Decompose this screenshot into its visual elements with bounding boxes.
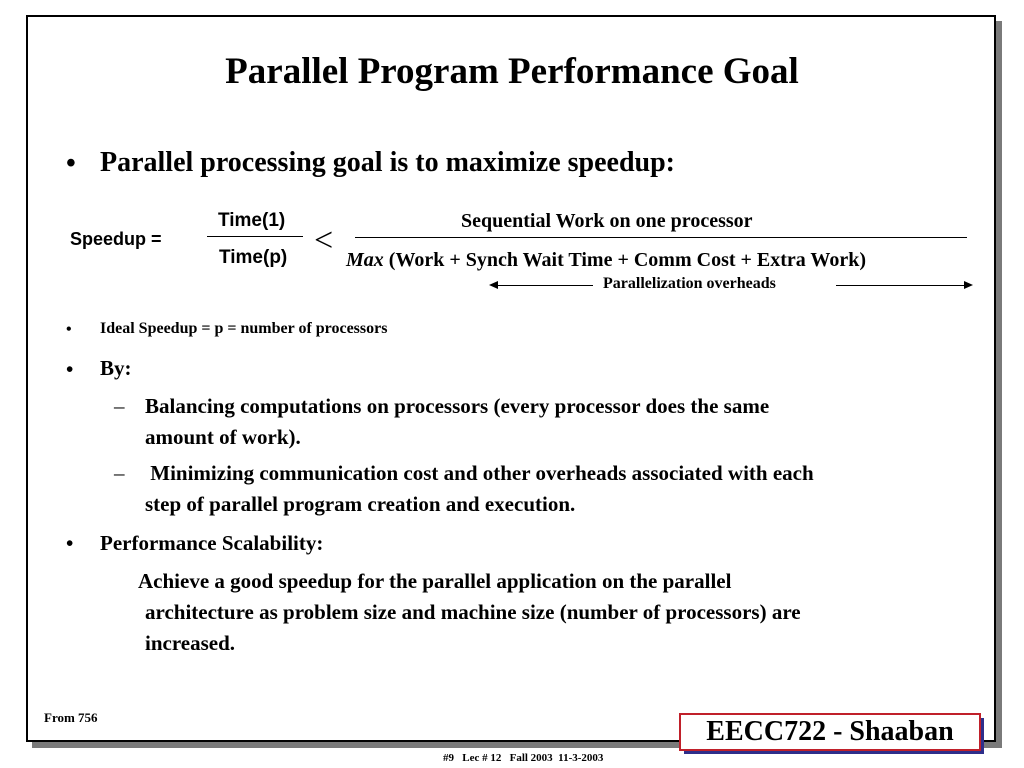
by-item-minimizing-line2: step of parallel program creation and execution. [145,492,576,516]
course-badge [679,713,983,753]
speedup-denominator: Time(p) [219,247,288,268]
by-label: By: [100,356,132,380]
speedup-label: Speedup = [70,229,162,249]
scalability-text-line3: increased. [145,631,236,655]
page-info: #9 Lec # 12 Fall 2003 11-3-2003 [443,752,604,764]
by-item-minimizing-line1: Minimizing communication cost and other overheads associated with each [145,461,814,485]
max-terms: (Work + Synch Wait Time + Comm Cost + Extra Work) [388,249,866,271]
fraction-bar-work [355,237,967,238]
by-item-balancing-line1: Balancing computations on processors (every processor does the same [145,394,770,418]
slide-title: Parallel Program Performance Goal [225,51,799,92]
bullet-marker: • [66,357,74,381]
speedup-numerator: Time(1) [218,210,286,231]
arrow-right-icon [964,281,973,289]
by-item-balancing-line2: amount of work). [145,425,301,449]
overheads-label: Parallelization overheads [603,275,776,292]
bullet-speedup-goal: Parallel processing goal is to maximize speedup: [100,147,675,178]
less-than-symbol: < [314,222,334,259]
overheads-arrow-line-left [497,285,593,286]
bullet-marker: • [66,531,74,555]
course-badge-label: EECC722 - Shaaban [679,713,981,751]
dash-marker: – [114,394,125,418]
bullet-marker: • [66,321,72,338]
ideal-speedup-text: Ideal Speedup = p = number of processors [100,320,388,337]
scalability-text-line1: Achieve a good speedup for the parallel application on the parallel [138,569,732,593]
overheads-arrow-line-right [836,285,964,286]
scalability-text-line2: architecture as problem size and machine size (number of processors) are [145,600,801,624]
sequential-work-numerator: Sequential Work on one processor [461,210,753,232]
dash-marker: – [114,461,125,485]
from-note: From 756 [44,710,98,725]
bullet-marker: • [66,148,76,179]
scalability-label: Performance Scalability: [100,531,324,555]
fraction-bar-time [207,236,303,237]
max-denominator [346,249,866,272]
max-word: Max [346,249,384,271]
